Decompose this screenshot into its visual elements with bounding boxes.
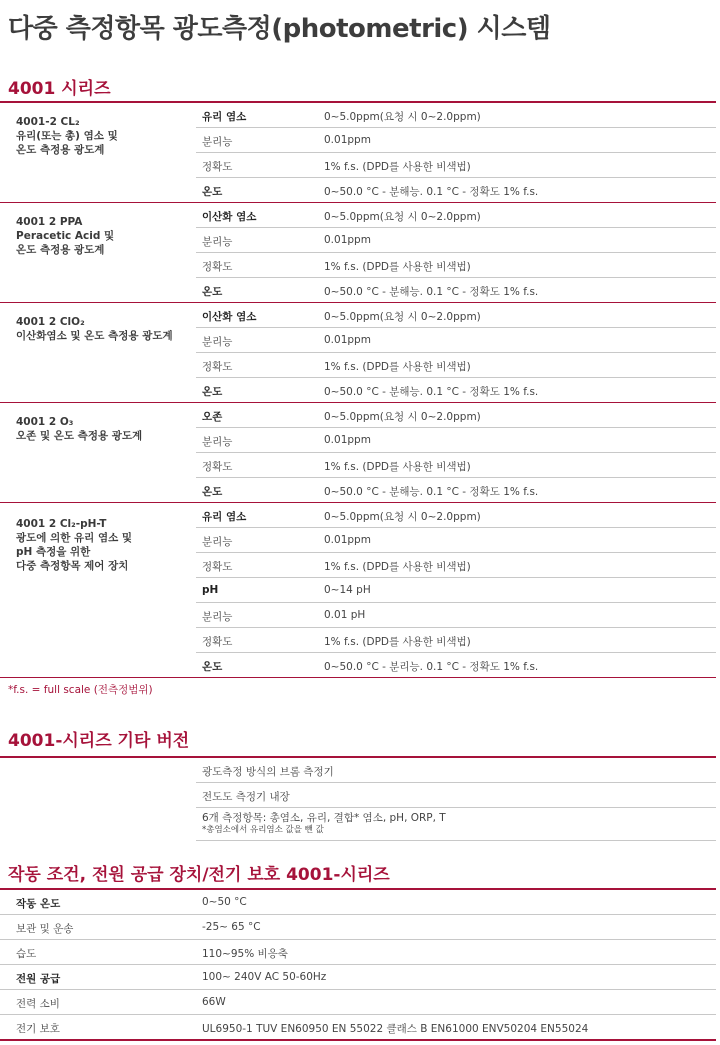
spec-value: 0~50.0 °C - 분해능. 0.1 °C - 정확도 1% f.s. [324, 286, 539, 298]
spec-value: 0.01ppm [324, 434, 371, 446]
spec-key: 분리능 [202, 436, 233, 448]
page-title: 다중 측정항목 광도측정(photometric) 시스템 [8, 14, 551, 44]
condition-value: -25~ 65 °C [202, 921, 261, 933]
spec-value: 1% f.s. (DPD를 사용한 비색법) [324, 561, 471, 573]
spec-row [196, 628, 716, 653]
model-label-line: Peracetic Acid 및 [16, 230, 115, 242]
spec-row [196, 353, 716, 378]
other-version-text: 6개 측정항목: 총염소, 유리, 결합* 염소, pH, ORP, T [202, 812, 446, 824]
spec-row [196, 453, 716, 478]
spec-row [196, 378, 716, 403]
condition-key: 습도 [16, 948, 37, 960]
condition-row [0, 1015, 716, 1040]
spec-row [196, 553, 716, 578]
model-label-line: 이산화염소 및 온도 측정용 광도계 [16, 330, 173, 342]
other-section-title: 4001-시리즈 기타 버전 [8, 731, 190, 751]
condition-key: 보관 및 운송 [16, 923, 74, 935]
spec-value: 0~5.0ppm(요청 시 0~2.0ppm) [324, 111, 481, 123]
spec-row [196, 503, 716, 528]
model-label-line: 4001 2 Cl₂-pH-T [16, 518, 107, 530]
table-end-rule [0, 677, 716, 678]
spec-key: 유리 염소 [202, 511, 247, 523]
spec-value: 0~5.0ppm(요청 시 0~2.0ppm) [324, 211, 481, 223]
spec-row [196, 103, 716, 128]
model-label-line: 4001 2 ClO₂ [16, 316, 85, 328]
model-label-line: 4001-2 CL₂ [16, 116, 80, 128]
model-label-line: 광도에 의한 유리 염소 및 [16, 532, 133, 544]
spec-key: 온도 [202, 186, 223, 198]
spec-key: 온도 [202, 486, 223, 498]
spec-key: 정확도 [202, 461, 233, 473]
model-label [16, 215, 114, 257]
spec-key: 오존 [202, 411, 223, 423]
spec-value: 1% f.s. (DPD를 사용한 비색법) [324, 461, 471, 473]
spec-key: 이산화 염소 [202, 211, 257, 223]
other-version-text: 광도측정 방식의 브롬 측정기 [202, 766, 334, 778]
other-version-note: *총염소에서 유리염소 값을 뺀 값 [202, 825, 324, 835]
spec-row [196, 303, 716, 328]
condition-value: 0~50 °C [202, 896, 247, 908]
spec-key: 온도 [202, 386, 223, 398]
spec-row [196, 203, 716, 228]
spec-row [196, 253, 716, 278]
spec-value: 1% f.s. (DPD를 사용한 비색법) [324, 161, 471, 173]
spec-row [196, 328, 716, 353]
model-label [16, 315, 173, 343]
condition-row [0, 915, 716, 940]
spec-value: 0~50.0 °C - 분해능. 0.1 °C - 정확도 1% f.s. [324, 386, 539, 398]
spec-row [196, 153, 716, 178]
spec-value: 1% f.s. (DPD를 사용한 비색법) [324, 636, 471, 648]
spec-key: 온도 [202, 661, 223, 673]
spec-key: 정확도 [202, 636, 233, 648]
spec-key: pH [202, 584, 219, 596]
condition-value: UL6950-1 TUV EN60950 EN 55022 클래스 B EN61000 ENV50204 EN55024 [202, 1023, 589, 1035]
spec-row [196, 178, 716, 203]
spec-row [196, 653, 716, 678]
spec-key: 분리능 [202, 611, 233, 623]
spec-row [196, 428, 716, 453]
condition-value: 110~95% 비응축 [202, 948, 288, 960]
footnote: *f.s. = full scale (전측정범위) [8, 684, 153, 696]
other-version-item [196, 808, 716, 841]
spec-key: 분리능 [202, 536, 233, 548]
condition-value: 66W [202, 996, 226, 1008]
model-label [16, 115, 118, 157]
condition-row [0, 965, 716, 990]
spec-value: 0~5.0ppm(요청 시 0~2.0ppm) [324, 411, 481, 423]
model-label [16, 415, 142, 443]
condition-key: 전기 보호 [16, 1023, 60, 1035]
spec-row [196, 578, 716, 603]
condition-row [0, 990, 716, 1015]
spec-key: 분리능 [202, 236, 233, 248]
spec-value: 0.01ppm [324, 334, 371, 346]
spec-value: 0~14 pH [324, 584, 371, 596]
spec-key: 정확도 [202, 561, 233, 573]
spec-value: 0.01 pH [324, 609, 366, 621]
other-version-text: 전도도 측정기 내장 [202, 791, 290, 803]
spec-value: 0~50.0 °C - 분해능. 0.1 °C - 정확도 1% f.s. [324, 486, 539, 498]
spec-key: 온도 [202, 286, 223, 298]
spec-value: 0.01ppm [324, 134, 371, 146]
model-label-line: 온도 측정용 광도계 [16, 144, 105, 156]
spec-row [196, 403, 716, 428]
cond-section-title: 작동 조건, 전원 공급 장치/전기 보호 4001-시리즈 [8, 865, 390, 885]
spec-value: 1% f.s. (DPD를 사용한 비색법) [324, 361, 471, 373]
spec-value: 0.01ppm [324, 234, 371, 246]
model-label-line: 오존 및 온도 측정용 광도계 [16, 430, 143, 442]
spec-row [196, 528, 716, 553]
model-label-line: 온도 측정용 광도계 [16, 244, 105, 256]
model-label-line: 4001 2 O₃ [16, 416, 74, 428]
spec-row [196, 478, 716, 503]
spec-value: 0~50.0 °C - 분해능. 0.1 °C - 정확도 1% f.s. [324, 186, 539, 198]
condition-row [0, 940, 716, 965]
spec-row [196, 278, 716, 303]
spec-value: 0.01ppm [324, 534, 371, 546]
bottom-rule [0, 1039, 716, 1041]
spec-key: 분리능 [202, 336, 233, 348]
spec-key: 유리 염소 [202, 111, 247, 123]
spec-key: 정확도 [202, 261, 233, 273]
model-label-line: 유리(또는 총) 염소 및 [16, 130, 118, 142]
model-label-line: 다중 측정항목 제어 장치 [16, 560, 129, 572]
spec-value: 0~50.0 °C - 분리능. 0.1 °C - 정확도 1% f.s. [324, 661, 539, 673]
spec-value: 0~5.0ppm(요청 시 0~2.0ppm) [324, 311, 481, 323]
spec-key: 분리능 [202, 136, 233, 148]
other-version-item [196, 758, 716, 783]
spec-value: 1% f.s. (DPD를 사용한 비색법) [324, 261, 471, 273]
spec-row [196, 228, 716, 253]
model-label-line: pH 측정을 위한 [16, 546, 91, 558]
spec-row [196, 603, 716, 628]
condition-value: 100~ 240V AC 50-60Hz [202, 971, 327, 983]
model-label-line: 4001 2 PPA [16, 216, 83, 228]
spec-key: 정확도 [202, 361, 233, 373]
spec-key: 이산화 염소 [202, 311, 257, 323]
spec-value: 0~5.0ppm(요청 시 0~2.0ppm) [324, 511, 481, 523]
spec-row [196, 128, 716, 153]
condition-key: 전원 공급 [16, 973, 61, 985]
condition-key: 전력 소비 [16, 998, 60, 1010]
condition-row [0, 890, 716, 915]
series-section-title: 4001 시리즈 [8, 79, 111, 99]
model-label [16, 517, 132, 573]
other-version-item [196, 783, 716, 808]
condition-key: 작동 온도 [16, 898, 61, 910]
row-divider [196, 840, 716, 841]
spec-key: 정확도 [202, 161, 233, 173]
